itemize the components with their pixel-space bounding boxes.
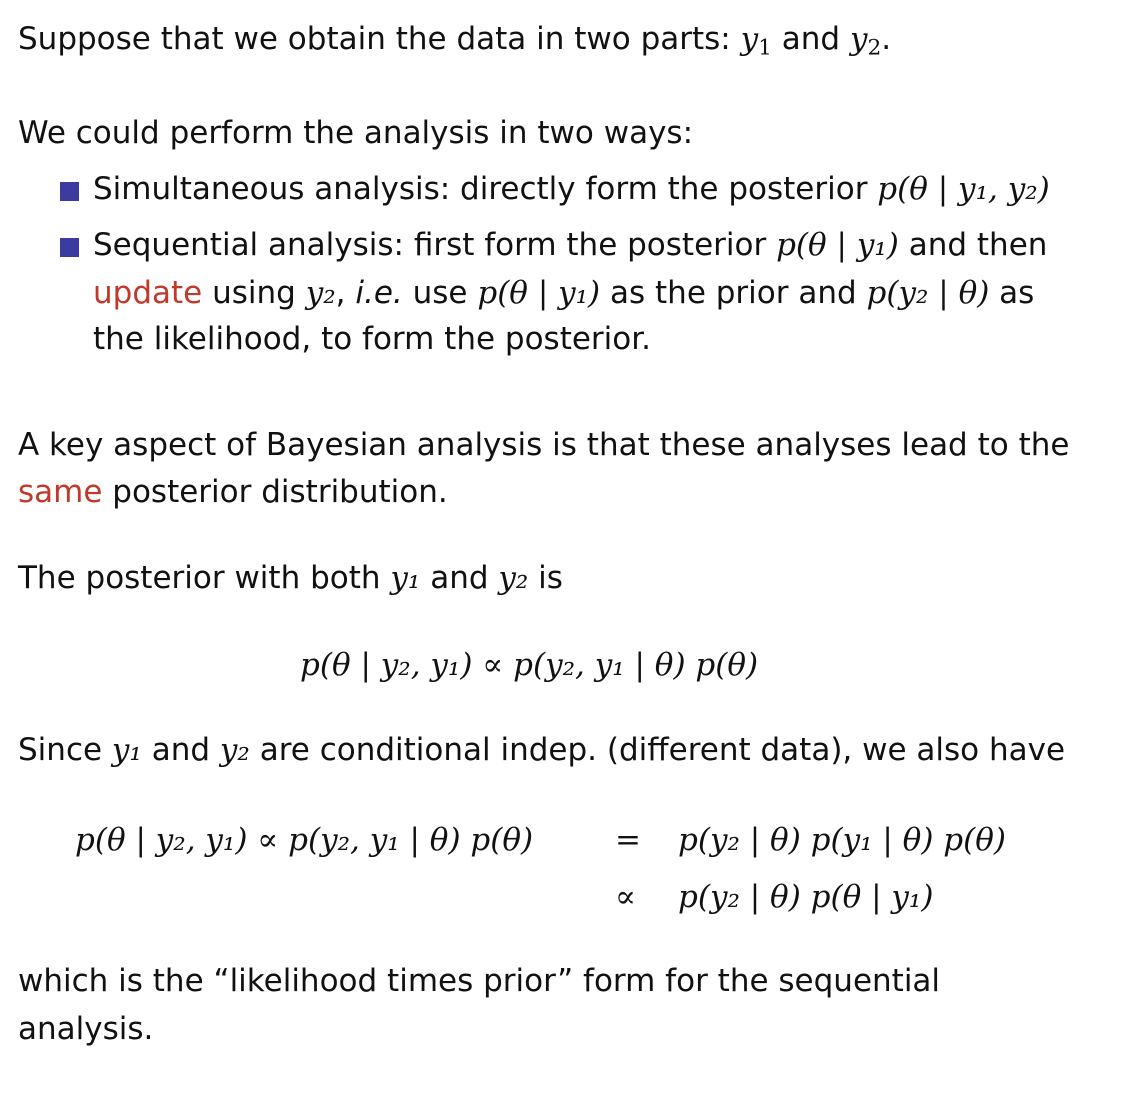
y2: $y_2$: [849, 21, 882, 61]
math: p(θ | y₁, y₂): [877, 171, 1050, 207]
text: and: [420, 560, 499, 596]
bullet-sequential-line3: the likelihood, to form the posterior.: [93, 321, 651, 357]
math: y₂: [305, 275, 336, 311]
math: y₂: [498, 560, 529, 596]
text: using: [202, 275, 306, 311]
bullet-icon: [60, 238, 79, 257]
bullet-sequential-line1: [93, 227, 1048, 263]
y1: $y_1$: [740, 21, 772, 61]
math: p(θ | y₁): [477, 275, 601, 311]
equation-2-propto: ∝: [615, 879, 636, 915]
text: Since: [18, 732, 112, 768]
highlight-same: same: [18, 474, 103, 510]
intro-text: Suppose that we obtain the data in two parts:: [18, 21, 741, 57]
bullet-text: Simultaneous analysis: directly form the posterior: [93, 171, 878, 207]
text: The posterior with both: [18, 560, 391, 596]
closing-line2: analysis.: [18, 1011, 154, 1047]
text: Sequential analysis: first form the posterior: [93, 227, 777, 263]
math: p(θ | y₁): [776, 227, 899, 263]
key-line1: A key aspect of Bayesian analysis is that these analyses lead to the: [18, 427, 1070, 463]
equation-2-lhs: p(θ | y₂, y₁) ∝ p(y₂, y₁ | θ) p(θ): [75, 822, 534, 858]
since-line: [18, 732, 1066, 768]
text: posterior distribution.: [102, 474, 448, 510]
and-text: and: [771, 21, 850, 57]
closing-line1: which is the “likelihood times prior” form for the sequential: [18, 963, 941, 999]
text: is: [528, 560, 563, 596]
both-line: [18, 560, 563, 596]
text: as the prior and: [600, 275, 867, 311]
equation-1: p(θ | y₂, y₁) ∝ p(y₂, y₁ | θ) p(θ): [300, 647, 759, 683]
bullet-sequential-line2: [93, 275, 1035, 311]
text: ,: [335, 275, 356, 311]
bullet-icon: [60, 182, 79, 201]
math: y₂: [219, 732, 250, 768]
ie: i.e.: [355, 275, 403, 311]
intro-line: [18, 21, 892, 61]
equation-2-rhs1: p(y₂ | θ) p(y₁ | θ) p(θ): [678, 822, 1006, 858]
text: and then: [898, 227, 1048, 263]
text: and: [141, 732, 220, 768]
period: .: [881, 21, 892, 57]
text: use: [402, 275, 478, 311]
key-line2: [18, 474, 448, 510]
math: p(y₂ | θ): [866, 275, 990, 311]
equation-2-rhs2: p(y₂ | θ) p(θ | y₁): [678, 879, 934, 915]
text: as: [989, 275, 1035, 311]
bullet-simultaneous: [93, 171, 1050, 207]
text: are conditional indep. (different data), we also have: [249, 732, 1066, 768]
equation-2-equals: =: [615, 822, 641, 858]
highlight-update: update: [93, 275, 203, 311]
ways-line: We could perform the analysis in two ways:: [18, 115, 694, 151]
math: y₁: [390, 560, 421, 596]
math: y₁: [111, 732, 142, 768]
